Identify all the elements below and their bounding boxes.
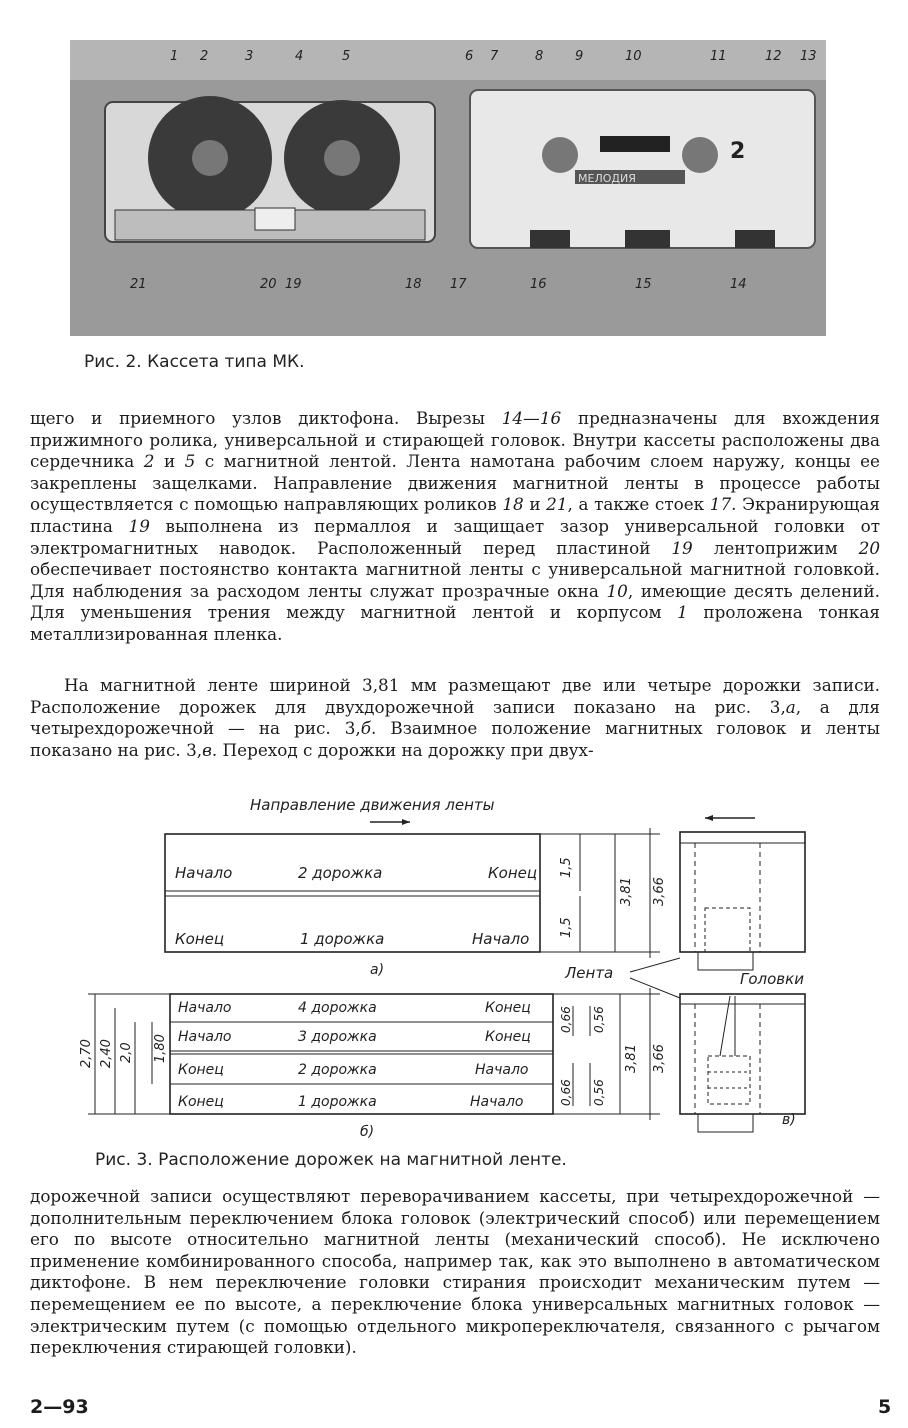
cassette-photo — [70, 40, 826, 336]
photo-label-5: 5 — [342, 49, 351, 64]
photo-label-12: 12 — [765, 49, 782, 64]
page-signature: 2—93 — [30, 1396, 89, 1418]
svg-text:Начало: Начало — [475, 1062, 529, 1078]
diagram-b — [79, 988, 667, 1140]
photo-label-2: 2 — [200, 49, 209, 64]
photo-label-4: 4 — [295, 49, 304, 64]
photo-label-11: 11 — [710, 49, 727, 64]
c-label: в) — [782, 1112, 796, 1128]
photo-label-18: 18 — [405, 277, 422, 292]
svg-text:0,56: 0,56 — [592, 1079, 606, 1106]
svg-text:0,66: 0,66 — [559, 1006, 573, 1033]
a-track2-end: Конец — [488, 864, 538, 882]
photo-label-7: 7 — [490, 49, 499, 64]
svg-text:0,66: 0,66 — [559, 1079, 573, 1106]
b-label: б) — [360, 1124, 375, 1140]
svg-text:2 дорожка: 2 дорожка — [298, 1062, 377, 1078]
photo-label-16: 16 — [530, 277, 547, 292]
svg-text:2,70: 2,70 — [79, 1039, 94, 1068]
photo-label-14: 14 — [730, 277, 747, 292]
closed-cassette — [470, 90, 815, 248]
a-track1-name: 1 дорожка — [300, 930, 385, 948]
svg-text:1,80: 1,80 — [153, 1034, 168, 1063]
photo-label-21: 21 — [130, 277, 147, 292]
photo-label-17: 17 — [450, 277, 467, 292]
photo-label-3: 3 — [245, 49, 254, 64]
svg-text:Конец: Конец — [485, 1000, 531, 1016]
svg-text:Конец: Конец — [178, 1094, 224, 1110]
a-dim-1-5-bottom: 1,5 — [559, 917, 574, 938]
photo-label-15: 15 — [635, 277, 652, 292]
a-dim-3-81: 3,81 — [619, 877, 634, 906]
a-dim-3-66: 3,66 — [652, 877, 667, 906]
photo-label-1: 1 — [170, 49, 179, 64]
photo-label-9: 9 — [575, 49, 584, 64]
diagram-a — [165, 828, 667, 978]
svg-text:Конец: Конец — [485, 1029, 531, 1045]
svg-text:2,0: 2,0 — [119, 1042, 134, 1063]
photo-label-13: 13 — [800, 49, 817, 64]
svg-text:3 дорожка: 3 дорожка — [298, 1029, 377, 1045]
tape-label: Лента — [565, 964, 614, 982]
direction-label: Направление движения ленты — [250, 796, 495, 814]
photo-label-8: 8 — [535, 49, 544, 64]
svg-text:3,66: 3,66 — [652, 1044, 667, 1073]
track-layout-diagram — [60, 788, 860, 1143]
svg-text:Начало: Начало — [470, 1094, 524, 1110]
photo-label-6: 6 — [465, 49, 474, 64]
photo-label-20: 20 — [260, 277, 277, 292]
text-block-1: щего и приемного узлов диктофона. Вырезы 14—16 предназначены для вхождения прижимного ролика, универсальной и стирающей головок. Внутри кассеты расположены два сердечника 2 и 5 с магнитной лентой. Лента намотана рабочим слоем наружу, концы ее закреплены защелками. Направление движения магнитной ленты в процессе работы осуществляется с помощью направляющих роликов 18 и 21, а также стоек 17. Экранирующая пластина 19 выполнена из пермаллоя и защищает зазор универсальной головки от электромагнитных наводок. Расположенный перед пластиной 19 лентоприжим 20 обеспечивает постоянство контакта магнитной ленты с универсальной магнитной головкой. Для наблюдения за расходом ленты служат прозрачные окна 10, имеющие десять делений. Для уменьшения трения между магнитной лентой и корпусом 1 проложена тонкая металлизированная пленка. — [30, 408, 881, 644]
svg-text:1 дорожка: 1 дорожка — [298, 1094, 377, 1110]
figure2-caption: Рис. 2. Кассета типа МК. — [84, 352, 305, 372]
svg-text:2: 2 — [730, 139, 746, 164]
heads-label: Головки — [740, 970, 804, 988]
svg-text:МЕЛОДИЯ: МЕЛОДИЯ — [578, 172, 636, 185]
svg-text:4 дорожка: 4 дорожка — [298, 1000, 377, 1016]
page-number: 5 — [878, 1396, 892, 1418]
a-track2-start: Начало — [175, 864, 233, 882]
a-track2-name: 2 дорожка — [298, 864, 383, 882]
svg-text:0,56: 0,56 — [592, 1006, 606, 1033]
open-cassette — [105, 96, 435, 242]
a-dim-1-5-top: 1,5 — [559, 857, 574, 878]
svg-text:Начало: Начало — [178, 1000, 232, 1016]
a-track1-end: Начало — [472, 930, 530, 948]
text-block-2: На магнитной ленте шириной 3,81 мм размещают две или четыре дорожки записи. Расположение дорожек для двухдорожечной записи показано на рис. 3,а, а для четырехдорожечной — на рис. 3,б. Взаимное положение магнитных головок и ленты показано на рис. 3,в. Переход с дорожки на дорожку при двух- — [30, 675, 880, 760]
text-block-3: дорожечной записи осуществляют переворачиванием кассеты, при четырехдорожечной — дополнительным переключением блока головок (электрический способ) или перемещением его по высоте относительно магнитной ленты (механический способ). Не исключено применение комбинированного способа, например так, как это выполнено в автоматическом диктофоне. В нем переключение головки стирания происходит механическим путем — перемещением ее по высоте, а переключение блока универсальных магнитных головок — электрическим путем (с помощью отдельного микропереключателя, связанного с рычагом переключения стирающей головки). — [30, 1186, 880, 1358]
photo-label-19: 19 — [285, 277, 302, 292]
svg-text:Начало: Начало — [178, 1029, 232, 1045]
svg-text:2,40: 2,40 — [99, 1039, 114, 1068]
a-track1-start: Конец — [175, 930, 225, 948]
svg-text:3,81: 3,81 — [624, 1044, 639, 1073]
svg-text:Конец: Конец — [178, 1062, 224, 1078]
a-label: а) — [370, 962, 385, 978]
photo-label-10: 10 — [625, 49, 642, 64]
figure3-caption: Рис. 3. Расположение дорожек на магнитной ленте. — [95, 1150, 567, 1170]
